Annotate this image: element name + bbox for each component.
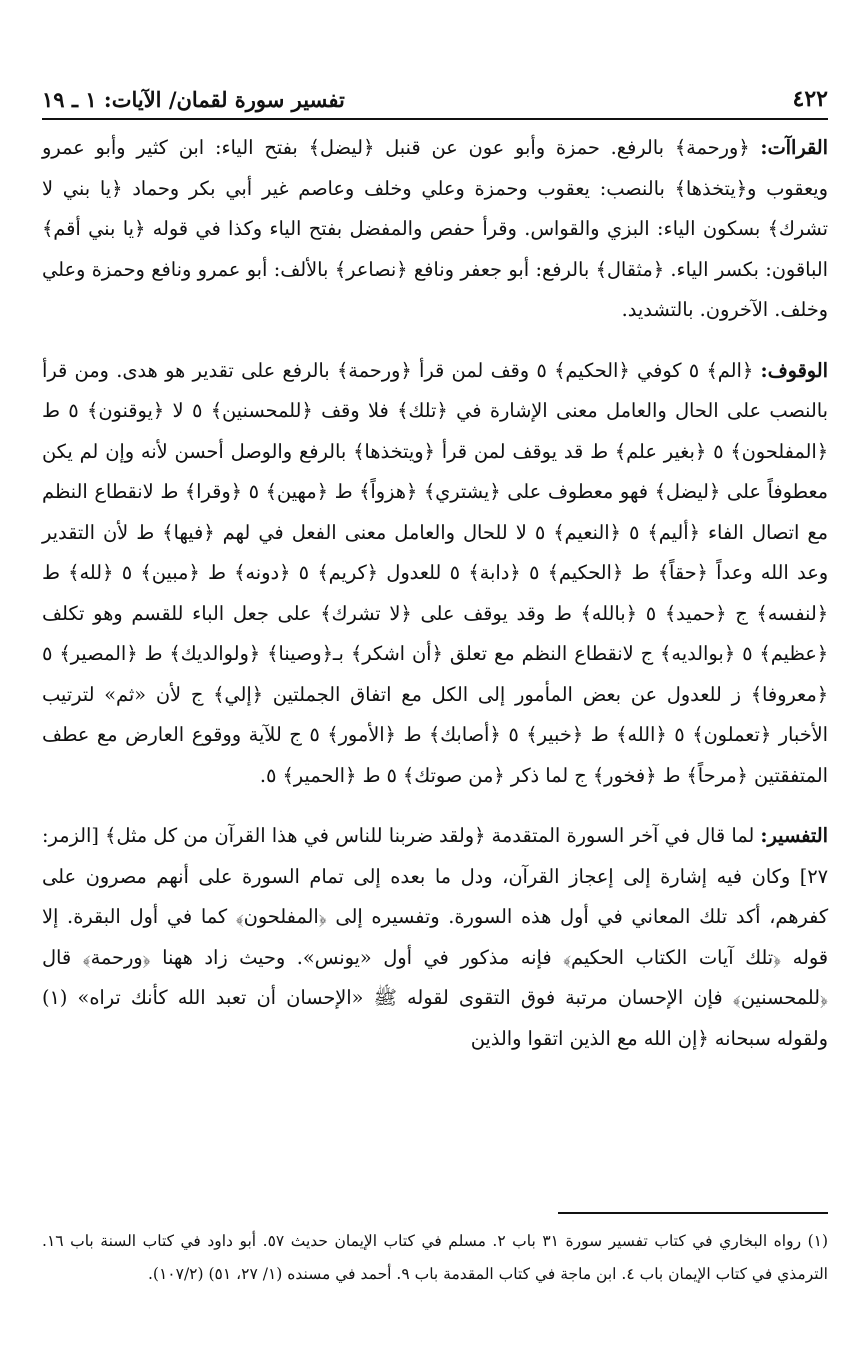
wuquf-paragraph — [42, 351, 828, 797]
tafsir-text: لما قال في آخر السورة المتقدمة ﴿ولقد ضربنا للناس في هذا القرآن من كل مثل﴾ [الزمر: ٢٧] وكان فيه إشارة إلى إعجاز القرآن، ودل ما بعده إلى تمام السورة على أنهم مصرون على كفرهم، أكد تلك المعاني في أول هذه السورة. وتفسيره إلى ﴿المفلحون﴾ كما في أول البقرة. إلا قوله ﴿تلك آيات الكتاب الحكيم﴾ فإنه مذكور في أول «يونس». وحيث زاد ههنا ﴿ورحمة﴾ قال ﴿للمحسنين﴾ فإن الإحسان مرتبة فوق التقوى لقوله ﷺ «الإحسان أن تعبد الله كأنك تراه» (١) ولقوله سبحانه ﴿إن الله مع الذين اتقوا والذين — [42, 824, 828, 1050]
running-title: تفسير سورة لقمان/ الآيات: ١ ـ ١٩ — [42, 87, 345, 112]
footnote-divider — [558, 1212, 828, 1214]
page-body — [42, 128, 828, 1079]
page-header — [42, 72, 828, 120]
qiraat-paragraph — [42, 128, 828, 331]
footnote-1: (١) رواه البخاري في كتاب تفسير سورة ٣١ باب ٢. مسلم في كتاب الإيمان حديث ٥٧. أبو داود في كتاب السنة باب ١٦. الترمذي في كتاب الإيمان باب ٤. ابن ماجة في كتاب المقدمة باب ٩. أحمد في مسنده (١/ ٢٧، ٥١) (١٠٧/٢). — [42, 1232, 829, 1283]
tafsir-label: التفسير: — [760, 824, 828, 847]
qiraat-label: القراآت: — [760, 136, 828, 159]
footnotes — [42, 1225, 828, 1291]
qiraat-text: ﴿ورحمة﴾ بالرفع. حمزة وأبو عون عن قنبل ﴿ليضل﴾ بفتح الياء: ابن كثير وأبو عمرو ويعقوب و﴿يتخذها﴾ بالنصب: يعقوب وحمزة وعلي وخلف وعاصم غير أبي بكر وحماد ﴿يا بني لا تشرك﴾ بسكون الياء: البزي والقواس. وقرأ حفص والمفضل بفتح الياء وكذا في قوله ﴿يا بني أقم﴾ الباقون: بكسر الياء. ﴿مثقال﴾ بالرفع: أبو جعفر ونافع ﴿نصاعر﴾ بالألف: أبو عمرو ونافع وحمزة وعلي وخلف. الآخرون. بالتشديد. — [42, 136, 828, 321]
page-number: ٤٢٢ — [792, 86, 828, 112]
tafsir-paragraph — [42, 816, 828, 1059]
wuquf-label: الوقوف: — [760, 358, 828, 382]
wuquf-text: ﴿الم﴾ ٥ كوفي ﴿الحكيم﴾ ٥ وقف لمن قرأ ﴿ورحمة﴾ بالرفع على تقدير هو هدى. ومن قرأ بالنصب على الحال والعامل معنى الإشارة في ﴿تلك﴾ فلا وقف ﴿للمحسنين﴾ ٥ لا ﴿يوقنون﴾ ٥ ط ﴿المفلحون﴾ ٥ ﴿بغير علم﴾ ط قد يوقف لمن قرأ ﴿ويتخذها﴾ بالرفع والوصل أحسن لأنه وإن لم يكن معطوفاً على ﴿ليضل﴾ فهو معطوف على ﴿يشتري﴾ ﴿هزواً﴾ ط ﴿مهين﴾ ٥ ﴿وقرا﴾ ط لانقطاع النظم مع اتصال الفاء ﴿أليم﴾ ٥ ﴿النعيم﴾ ٥ لا للحال والعامل معنى الفعل في لهم ﴿فيها﴾ ط لأن التقدير وعد الله وعداً ﴿حقاً﴾ ط ﴿الحكيم﴾ ٥ ﴿دابة﴾ ٥ للعدول ﴿كريم﴾ ٥ ﴿دونه﴾ ط ﴿مبين﴾ ٥ ﴿لله﴾ ط ﴿لنفسه﴾ ج ﴿حميد﴾ ٥ ﴿بالله﴾ ط وقد يوقف على ﴿لا تشرك﴾ على جعل الباء للقسم وهو تكلف ﴿عظيم﴾ ٥ ﴿بوالديه﴾ ج لانقطاع النظم مع تعلق ﴿أن اشكر﴾ بـ﴿وصينا﴾ ﴿ولوالديك﴾ ط ﴿المصير﴾ ٥ ﴿معروفا﴾ ز للعدول عن بعض المأمور إلى الكل مع اتفاق الجملتين ﴿إلي﴾ ج لأن «ثم» لترتيب الأخبار ﴿تعملون﴾ ٥ ﴿الله﴾ ط ﴿خبير﴾ ٥ ﴿أصابك﴾ ط ﴿الأمور﴾ ٥ ج للآية ووقوع العارض مع عطف المتفقتين ﴿مرحاً﴾ ط ﴿فخور﴾ ج لما ذكر ﴿من صوتك﴾ ٥ ط ﴿الحمير﴾ ٥. — [42, 358, 829, 787]
